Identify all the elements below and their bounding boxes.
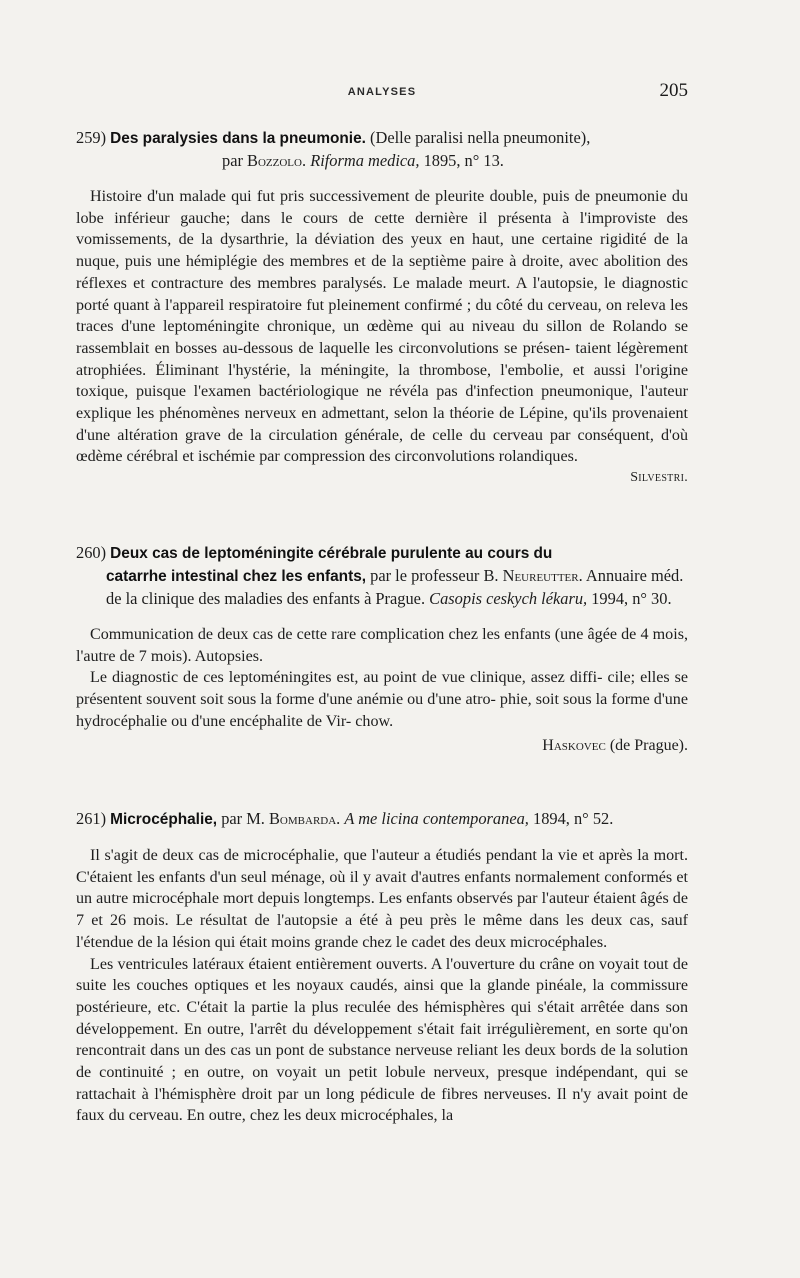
entry-heading-line2: catarrhe intestinal chez les enfants,: [106, 568, 367, 585]
entry-title: [76, 808, 688, 831]
paragraph: Le diagnostic de ces leptoméningites est, au point de vue clinique, assez diffi- cile; elles se présentent souvent soit sous la forme d'une anémie ou d'une atro- phie, soit sous la forme d'une hydrocéphalie ou d'une encéphalite de Vir- chow.: [76, 669, 688, 730]
entry-title: [76, 127, 688, 172]
author-name: Bombarda.: [269, 809, 341, 828]
page-header: [76, 80, 688, 106]
signature-name: Haskovec: [542, 736, 606, 754]
citation: 1994, n° 30.: [591, 589, 672, 608]
signature-place: (de Prague).: [609, 736, 688, 754]
paragraph: Les ventricules latéraux étaient entièrement ouverts. A l'ouverture du crâne on voyait tout de suite les couches optiques et les noyaux caudés, ainsi que la glande pinéale, la commissure postérieure, etc. C'était la partie la plus reculée des hémisphères qui s'était arrêtée dans son développement. En outre, l'arrêt du développement s'était fait irrégulièrement, en sorte qu'on rencontrait dans un des cas un pont de substance nerveuse reliant les deux bords de la solution de continuité ; en outre, on voyait un petit lobule nerveux, presque indépendant, qui se rattachait à l'hémisphère droit par un long pédicule de fibres nerveuses. Il n'y avait point de faux du cerveau. En outre, chez les deux microcéphales, la: [76, 955, 688, 1125]
entry-259: [76, 127, 688, 486]
par-label: par M.: [221, 809, 265, 828]
entry-number: 261): [76, 809, 107, 828]
entry-heading: Microcéphalie,: [110, 811, 218, 828]
par-label: par le professeur B.: [370, 566, 499, 585]
source: Annuaire méd. de la clinique des maladies des enfants à Prague.: [106, 566, 684, 608]
journal-name: Riforma medica,: [310, 151, 420, 170]
par-label: par: [222, 151, 243, 170]
entry-260: [76, 542, 688, 755]
signature: Silvestri.: [630, 470, 688, 486]
citation: 1894, n° 52.: [533, 809, 614, 828]
original-title: (Delle paralisi nella pneumonite),: [370, 128, 591, 147]
author-name: Neureutter.: [502, 566, 583, 585]
journal-name: Casopis ceskych lékaru,: [429, 589, 588, 608]
entry-number: 259): [76, 128, 107, 147]
entry-number: 260): [76, 543, 107, 562]
citation: 1895, n° 13.: [423, 151, 504, 170]
page-number: 205: [659, 80, 688, 101]
signature: [76, 737, 688, 755]
paragraph: Il s'agit de deux cas de microcéphalie, que l'auteur a étudiés pendant la vie et après la mort. C'étaient les enfants d'un seul ménage, où il y avait d'autres enfants normalement conformés et un autre microcéphale mort depuis longtemps. Les enfants observés par l'auteur étaient âgés de 7 et 26 mois. Le résultat de l'autopsie a été à peu près le même dans les deux cas, sauf l'étendue de la lésion qui était moins grande chez le cadet des deux microcéphales.: [76, 847, 688, 951]
paragraph: Communication de deux cas de cette rare complication chez les enfants (une âgée de 4 mois, l'autre de 7 mois). Autopsies.: [76, 626, 688, 665]
journal-name: A me licina contemporanea,: [344, 809, 529, 828]
entry-title: [76, 542, 688, 610]
running-title: ANALYSES: [347, 86, 417, 98]
entry-261: [76, 808, 688, 1127]
paragraph: Histoire d'un malade qui fut pris successivement de pleurite double, puis de pneumonie du lobe inférieur gauche; dans le cours de cette dernière il présenta à l'improviste des vomissements, de la dysarthrie, la déviation des yeux en haut, une certaine rigidité de la nuque, puis une hémiplégie des membres et de la septième paire à droite, avec abolition des réflexes et contracture des membres paralysés. Le malade meurt. A l'autopsie, le diagnostic porté quant à l'appareil respiratoire fut pleinement confirmé ; du côté du cerveau, on releva les traces d'une leptoméningite chronique, un œdème qui au niveau du sillon de Rolando se rassemblait en bosses au-dessous de laquelle les circonvolutions se présen- taient légèrement atrophiées. Éliminant l'hystérie, la méningite, la thrombose, l'embolie, et aussi l'origine toxique, puisque l'examen bactériologique ne révéla pas d'infection pneumonique, l'auteur explique les phénomènes nerveux en admettant, selon la théorie de Lépine, qu'ils provenaient d'une altération grave de la circulation générale, de celle du cerveau par conséquent, d'où œdème cérébral et ischémie par compression des circonvolutions rolandiques.: [76, 188, 688, 466]
author-name: Bozzolo.: [247, 151, 307, 170]
entry-heading: Des paralysies dans la pneumonie.: [110, 130, 366, 147]
entry-heading-line1: Deux cas de leptoméningite cérébrale purulente au cours du: [110, 545, 553, 562]
